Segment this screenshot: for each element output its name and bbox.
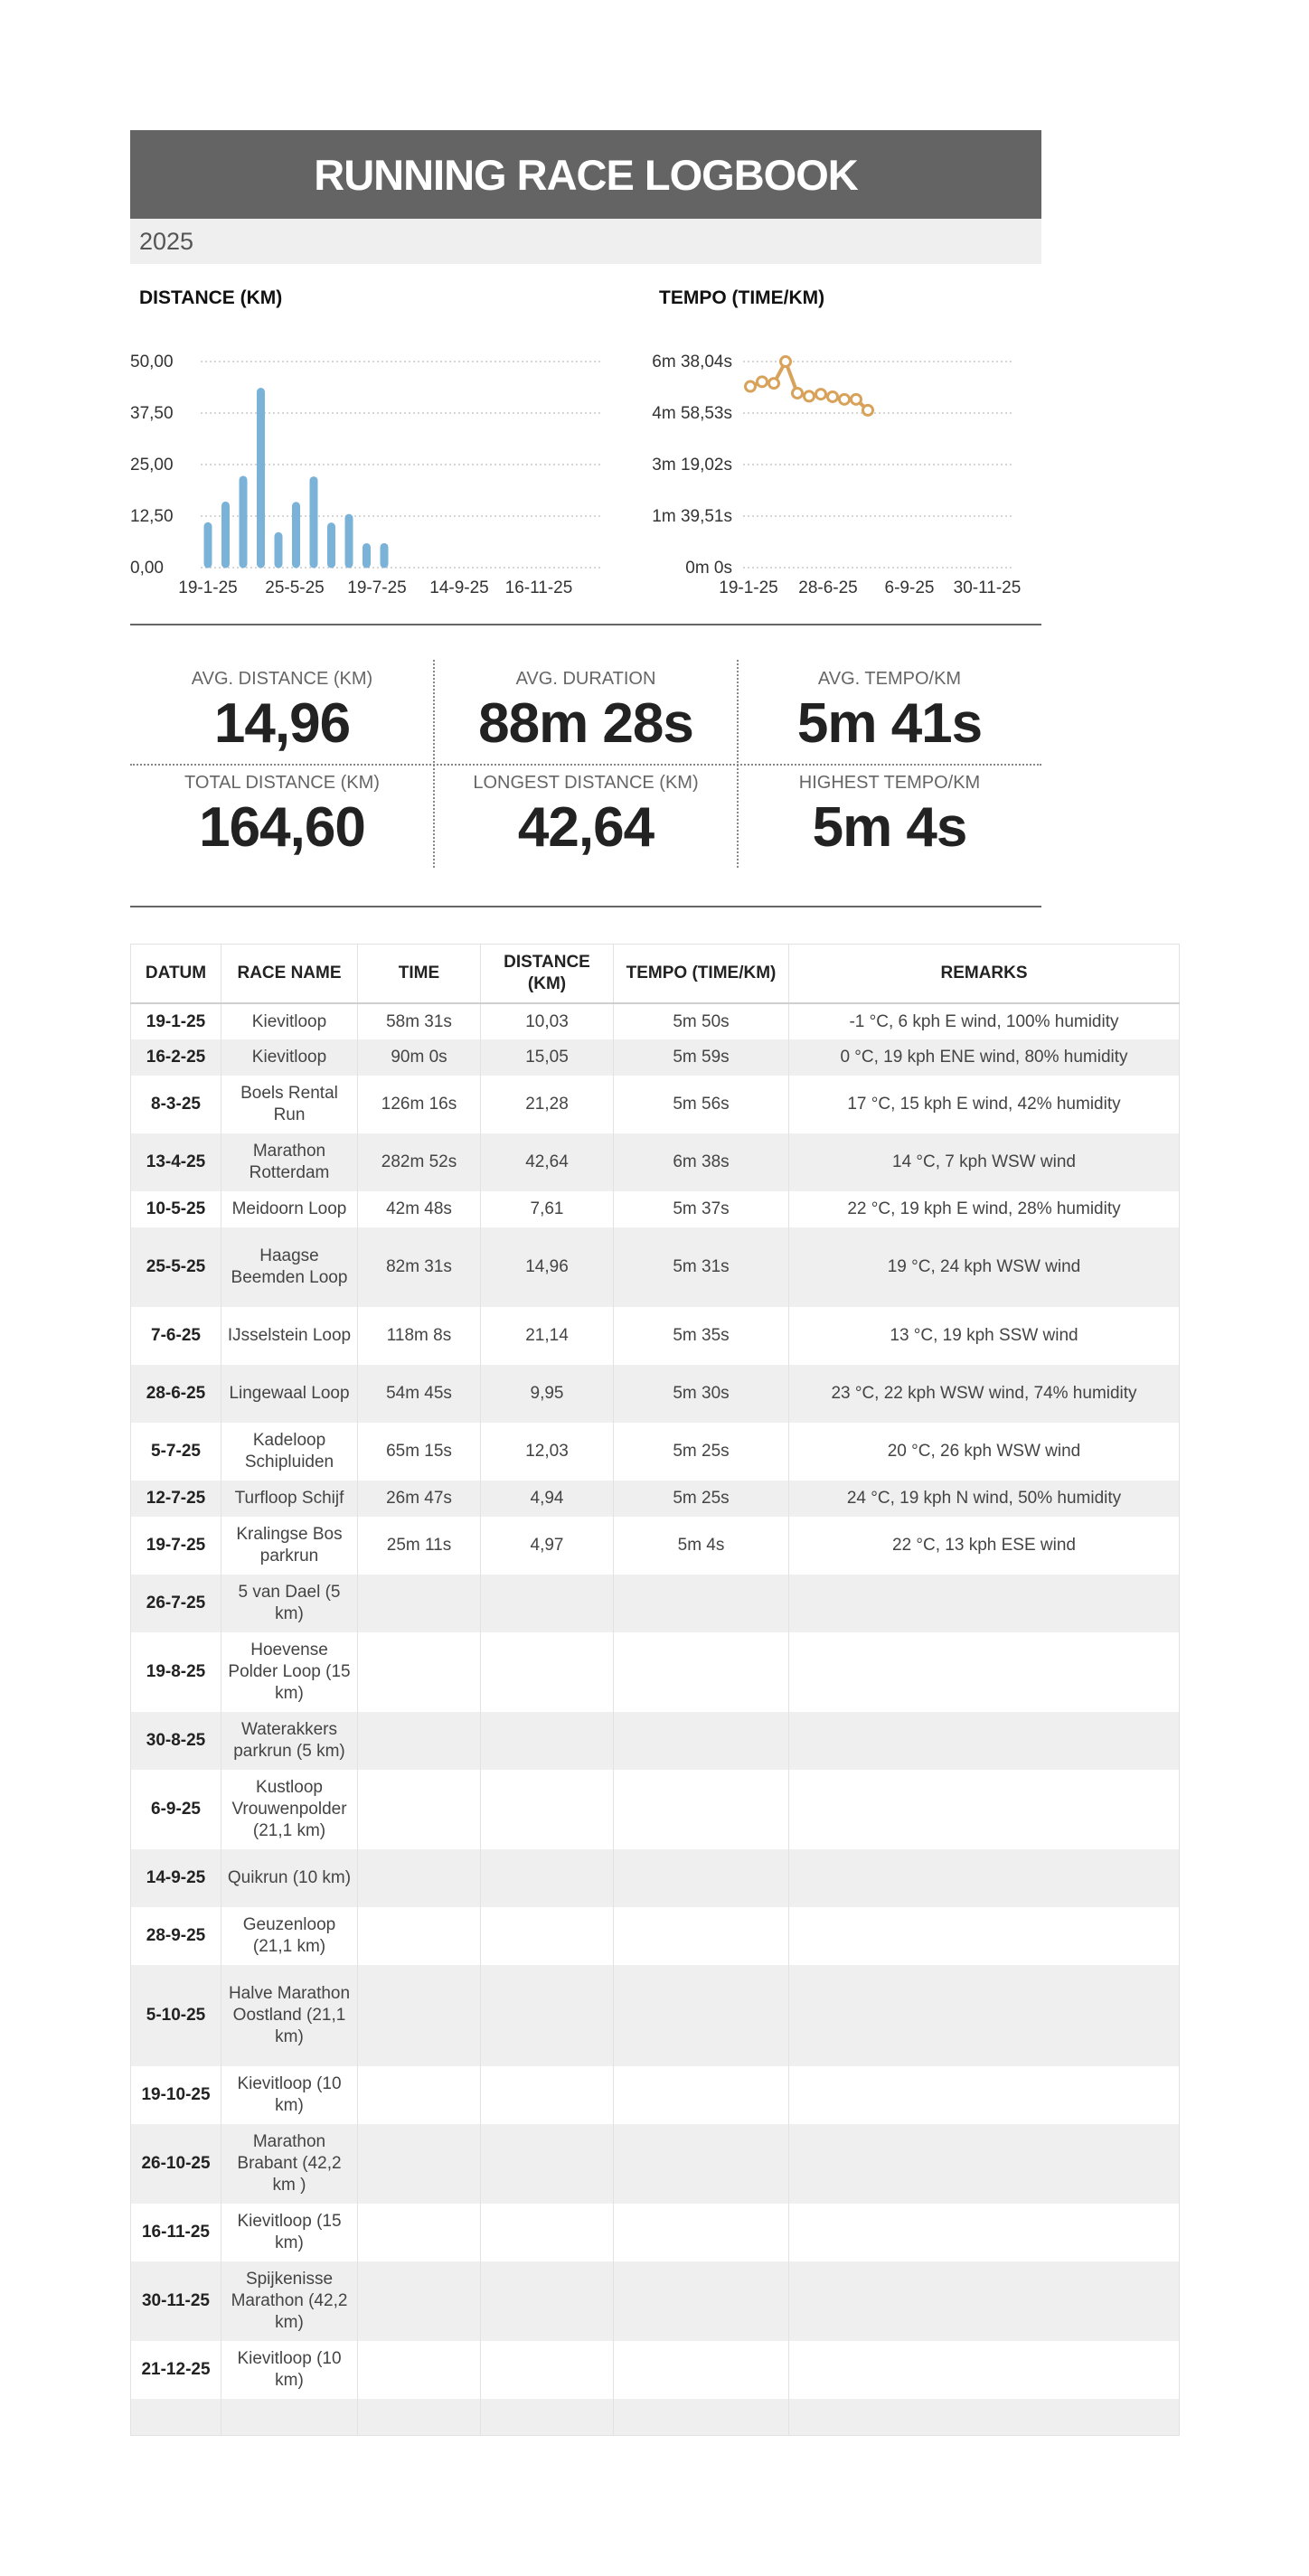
tempo-chart-title: TEMPO (TIME/KM) xyxy=(659,287,825,308)
table-cell: 26-10-25 xyxy=(131,2124,221,2204)
table-cell: 28-6-25 xyxy=(131,1365,221,1423)
table-cell: 9,95 xyxy=(481,1365,614,1423)
table-cell: 12-7-25 xyxy=(131,1481,221,1517)
tempo-point xyxy=(793,388,803,398)
table-cell: Lingewaal Loop xyxy=(221,1365,358,1423)
table-cell: 21,14 xyxy=(481,1307,614,1365)
table-cell xyxy=(614,2066,789,2124)
table-cell xyxy=(358,1632,481,1712)
stat-value: 5m 4s xyxy=(812,796,967,859)
table-cell: 5-7-25 xyxy=(131,1423,221,1481)
table-cell: 5 van Dael (5 km) xyxy=(221,1575,358,1632)
table-cell: 16-11-25 xyxy=(131,2204,221,2261)
table-cell xyxy=(131,2399,221,2435)
table-row xyxy=(131,1770,1180,1849)
tempo-point xyxy=(758,377,768,387)
table-cell: Haagse Beemden Loop xyxy=(221,1227,358,1307)
table-cell: 23 °C, 22 kph WSW wind, 74% humidity xyxy=(789,1365,1180,1423)
table-row xyxy=(131,1365,1180,1423)
y-tick-label: 12,50 xyxy=(130,507,174,526)
tempo-line xyxy=(750,362,868,410)
table-cell: Halve Marathon Oostland (21,1 km) xyxy=(221,1965,358,2066)
table-cell xyxy=(358,2204,481,2261)
table-cell: 30-8-25 xyxy=(131,1712,221,1770)
y-tick-label: 4m 58,53s xyxy=(652,404,732,423)
y-tick-label: 3m 19,02s xyxy=(652,456,732,475)
tempo-point xyxy=(852,394,862,404)
column-header: DATUM xyxy=(131,945,221,1004)
table-cell: Kievitloop (10 km) xyxy=(221,2066,358,2124)
stat-total-distance xyxy=(130,764,434,863)
table-cell: 42,64 xyxy=(481,1133,614,1191)
table-cell: 5m 56s xyxy=(614,1076,789,1133)
table-cell: 90m 0s xyxy=(358,1039,481,1076)
table-cell xyxy=(614,1770,789,1849)
table-cell: Marathon Rotterdam xyxy=(221,1133,358,1191)
table-cell xyxy=(789,2341,1180,2399)
table-cell: 26-7-25 xyxy=(131,1575,221,1632)
table-row xyxy=(131,1481,1180,1517)
table-row xyxy=(131,1307,1180,1365)
table-cell: 5m 35s xyxy=(614,1307,789,1365)
table-cell xyxy=(358,2124,481,2204)
table-cell: 10,03 xyxy=(481,1003,614,1039)
table-row xyxy=(131,2341,1180,2399)
tempo-point xyxy=(769,379,779,389)
table-row xyxy=(131,1712,1180,1770)
stat-value: 5m 41s xyxy=(796,692,983,755)
table-cell xyxy=(481,1907,614,1965)
table-cell xyxy=(358,1712,481,1770)
table-cell xyxy=(481,2399,614,2435)
column-header: TIME xyxy=(358,945,481,1004)
table-cell: 25m 11s xyxy=(358,1517,481,1575)
tempo-point xyxy=(828,391,838,401)
stat-value: 164,60 xyxy=(199,796,365,859)
stat-avg-distance xyxy=(130,660,434,759)
y-tick-label: 0,00 xyxy=(130,559,164,578)
table-row xyxy=(131,1423,1180,1481)
table-cell: Kievitloop xyxy=(221,1003,358,1039)
table-cell: 25-5-25 xyxy=(131,1227,221,1307)
table-row xyxy=(131,1133,1180,1191)
stat-value: 88m 28s xyxy=(478,692,693,755)
table-row xyxy=(131,1076,1180,1133)
year-label: 2025 xyxy=(139,228,194,255)
table-row xyxy=(131,2204,1180,2261)
stat-value: 14,96 xyxy=(213,692,351,755)
y-tick-label: 0m 0s xyxy=(685,559,732,578)
table-cell: 13-4-25 xyxy=(131,1133,221,1191)
table-cell: 5-10-25 xyxy=(131,1965,221,2066)
tempo-point xyxy=(781,357,791,367)
x-tick-label: 19-1-25 xyxy=(178,578,238,597)
table-cell xyxy=(481,2066,614,2124)
table-cell: 24 °C, 19 kph N wind, 50% humidity xyxy=(789,1481,1180,1517)
table-cell: 5m 31s xyxy=(614,1227,789,1307)
table-cell: 16-2-25 xyxy=(131,1039,221,1076)
table-cell: 28-9-25 xyxy=(131,1907,221,1965)
stat-label: HIGHEST TEMPO/KM xyxy=(798,773,981,793)
table-cell xyxy=(614,1849,789,1907)
year-bar xyxy=(130,219,1041,264)
table-cell: 19-1-25 xyxy=(131,1003,221,1039)
table-cell: 5m 25s xyxy=(614,1481,789,1517)
table-cell xyxy=(358,1770,481,1849)
divider-top xyxy=(130,624,1041,625)
tempo-point xyxy=(805,391,815,401)
table-cell: 6m 38s xyxy=(614,1133,789,1191)
stat-avg-tempo xyxy=(738,660,1041,759)
table-cell: 4,97 xyxy=(481,1517,614,1575)
table-cell xyxy=(358,2261,481,2341)
distance-chart xyxy=(130,334,609,597)
table-cell xyxy=(481,2341,614,2399)
table-cell: IJsselstein Loop xyxy=(221,1307,358,1365)
x-tick-label: 28-6-25 xyxy=(798,578,858,597)
table-row xyxy=(131,1849,1180,1907)
tempo-point xyxy=(746,381,756,391)
table-cell: 5m 59s xyxy=(614,1039,789,1076)
table-cell xyxy=(789,1712,1180,1770)
table-cell xyxy=(358,1849,481,1907)
table-cell: 8-3-25 xyxy=(131,1076,221,1133)
table-cell: 5m 25s xyxy=(614,1423,789,1481)
table-cell: Spijkenisse Marathon (42,2 km) xyxy=(221,2261,358,2341)
table-cell: Geuzenloop (21,1 km) xyxy=(221,1907,358,1965)
stat-highest-tempo xyxy=(738,764,1041,863)
y-tick-label: 6m 38,04s xyxy=(652,353,732,371)
x-tick-label: 6-9-25 xyxy=(884,578,935,597)
table-row xyxy=(131,1039,1180,1076)
table-cell: Marathon Brabant (42,2 km ) xyxy=(221,2124,358,2204)
table-cell: 19-10-25 xyxy=(131,2066,221,2124)
table-cell: 19-7-25 xyxy=(131,1517,221,1575)
table-row xyxy=(131,2399,1180,2435)
table-cell: 65m 15s xyxy=(358,1423,481,1481)
stat-label: TOTAL DISTANCE (KM) xyxy=(184,773,380,793)
table-cell xyxy=(481,1965,614,2066)
tempo-chart xyxy=(633,334,1049,597)
table-cell xyxy=(358,1965,481,2066)
stat-label: LONGEST DISTANCE (KM) xyxy=(473,773,699,793)
stat-value: 42,64 xyxy=(517,796,654,859)
table-cell xyxy=(481,1849,614,1907)
table-cell: 14,96 xyxy=(481,1227,614,1307)
table-cell: Turfloop Schijf xyxy=(221,1481,358,1517)
table-cell xyxy=(789,2204,1180,2261)
table-row xyxy=(131,1191,1180,1227)
table-cell: 15,05 xyxy=(481,1039,614,1076)
table-row xyxy=(131,1517,1180,1575)
table-cell: 22 °C, 13 kph ESE wind xyxy=(789,1517,1180,1575)
table-cell: 14-9-25 xyxy=(131,1849,221,1907)
table-row xyxy=(131,1227,1180,1307)
table-cell: 19 °C, 24 kph WSW wind xyxy=(789,1227,1180,1307)
table-cell: 14 °C, 7 kph WSW wind xyxy=(789,1133,1180,1191)
table-row xyxy=(131,1003,1180,1039)
table-cell: 58m 31s xyxy=(358,1003,481,1039)
table-cell xyxy=(614,1575,789,1632)
y-tick-label: 50,00 xyxy=(130,353,174,371)
table-cell xyxy=(789,1632,1180,1712)
summary-stats xyxy=(130,660,1041,868)
table-cell xyxy=(614,2204,789,2261)
table-cell: 21,28 xyxy=(481,1076,614,1133)
table-cell: 5m 37s xyxy=(614,1191,789,1227)
table-cell xyxy=(789,1965,1180,2066)
distance-chart-title: DISTANCE (KM) xyxy=(139,287,283,308)
table-cell xyxy=(358,2399,481,2435)
x-tick-label: 30-11-25 xyxy=(953,578,1022,597)
table-row xyxy=(131,2124,1180,2204)
table-cell xyxy=(358,1575,481,1632)
y-tick-label: 25,00 xyxy=(130,456,174,475)
table-cell xyxy=(481,1575,614,1632)
table-cell xyxy=(789,2066,1180,2124)
column-header: TEMPO (TIME/KM) xyxy=(614,945,789,1004)
table-cell xyxy=(614,2261,789,2341)
table-cell: 282m 52s xyxy=(358,1133,481,1191)
table-cell: 20 °C, 26 kph WSW wind xyxy=(789,1423,1180,1481)
x-tick-label: 19-1-25 xyxy=(719,578,778,597)
tempo-point xyxy=(840,394,850,404)
tempo-point xyxy=(863,405,873,415)
stat-avg-duration xyxy=(434,660,738,759)
table-cell: Hoevense Polder Loop (15 km) xyxy=(221,1632,358,1712)
table-cell: 10-5-25 xyxy=(131,1191,221,1227)
table-row xyxy=(131,1965,1180,2066)
table-cell: 7-6-25 xyxy=(131,1307,221,1365)
column-header: REMARKS xyxy=(789,945,1180,1004)
table-cell xyxy=(481,2261,614,2341)
table-cell: Kadeloop Schipluiden xyxy=(221,1423,358,1481)
table-cell: 22 °C, 19 kph E wind, 28% humidity xyxy=(789,1191,1180,1227)
table-cell xyxy=(789,1770,1180,1849)
table-cell xyxy=(614,2341,789,2399)
table-cell xyxy=(614,1907,789,1965)
table-cell xyxy=(358,2066,481,2124)
table-row xyxy=(131,1907,1180,1965)
table-cell: 12,03 xyxy=(481,1423,614,1481)
table-cell: 42m 48s xyxy=(358,1191,481,1227)
table-cell xyxy=(789,1907,1180,1965)
table-cell xyxy=(789,1849,1180,1907)
table-cell xyxy=(481,1632,614,1712)
table-row xyxy=(131,2261,1180,2341)
table-cell xyxy=(481,1770,614,1849)
table-cell xyxy=(614,1965,789,2066)
table-cell: Meidoorn Loop xyxy=(221,1191,358,1227)
table-cell xyxy=(481,2204,614,2261)
table-cell: 21-12-25 xyxy=(131,2341,221,2399)
page-title: RUNNING RACE LOGBOOK xyxy=(314,150,858,199)
table-cell: -1 °C, 6 kph E wind, 100% humidity xyxy=(789,1003,1180,1039)
table-cell: 4,94 xyxy=(481,1481,614,1517)
table-cell: Boels Rental Run xyxy=(221,1076,358,1133)
table-cell: Waterakkers parkrun (5 km) xyxy=(221,1712,358,1770)
x-tick-label: 16-11-25 xyxy=(504,578,573,597)
stat-label: AVG. DISTANCE (KM) xyxy=(191,669,373,689)
table-cell xyxy=(789,2124,1180,2204)
stat-label: AVG. DURATION xyxy=(515,669,656,689)
divider-bottom xyxy=(130,906,1041,907)
column-header: DISTANCE (KM) xyxy=(481,945,614,1004)
table-row xyxy=(131,2066,1180,2124)
column-header: RACE NAME xyxy=(221,945,358,1004)
table-cell: 118m 8s xyxy=(358,1307,481,1365)
page-header xyxy=(130,130,1041,219)
table-cell: 126m 16s xyxy=(358,1076,481,1133)
table-cell xyxy=(789,1575,1180,1632)
stat-longest-distance xyxy=(434,764,738,863)
table-cell: Kralingse Bos parkrun xyxy=(221,1517,358,1575)
table-cell: Kievitloop (15 km) xyxy=(221,2204,358,2261)
table-cell: 17 °C, 15 kph E wind, 42% humidity xyxy=(789,1076,1180,1133)
table-cell: 30-11-25 xyxy=(131,2261,221,2341)
table-cell xyxy=(358,2341,481,2399)
table-cell: 5m 4s xyxy=(614,1517,789,1575)
table-cell xyxy=(614,1632,789,1712)
table-cell: Kievitloop (10 km) xyxy=(221,2341,358,2399)
table-cell xyxy=(614,2124,789,2204)
table-cell: Quikrun (10 km) xyxy=(221,1849,358,1907)
table-cell: 5m 50s xyxy=(614,1003,789,1039)
table-cell: 13 °C, 19 kph SSW wind xyxy=(789,1307,1180,1365)
table-cell: Kievitloop xyxy=(221,1039,358,1076)
x-tick-label: 25-5-25 xyxy=(265,578,325,597)
table-header-row xyxy=(131,945,1180,1004)
table-cell: 82m 31s xyxy=(358,1227,481,1307)
stat-label: AVG. TEMPO/KM xyxy=(817,669,962,689)
table-cell xyxy=(358,1907,481,1965)
y-tick-label: 37,50 xyxy=(130,404,174,423)
y-tick-label: 1m 39,51s xyxy=(652,507,732,526)
table-cell: 7,61 xyxy=(481,1191,614,1227)
table-cell xyxy=(481,1712,614,1770)
table-cell xyxy=(614,1712,789,1770)
table-cell xyxy=(789,2261,1180,2341)
table-row xyxy=(131,1632,1180,1712)
table-cell: 5m 30s xyxy=(614,1365,789,1423)
table-row xyxy=(131,1575,1180,1632)
x-tick-label: 14-9-25 xyxy=(429,578,489,597)
table-cell: 26m 47s xyxy=(358,1481,481,1517)
tempo-point xyxy=(816,390,826,400)
table-cell: 0 °C, 19 kph ENE wind, 80% humidity xyxy=(789,1039,1180,1076)
table-cell: 6-9-25 xyxy=(131,1770,221,1849)
table-cell: 19-8-25 xyxy=(131,1632,221,1712)
table-cell: 54m 45s xyxy=(358,1365,481,1423)
table-cell: Kustloop Vrouwenpolder (21,1 km) xyxy=(221,1770,358,1849)
table-cell xyxy=(481,2124,614,2204)
table-cell xyxy=(789,2399,1180,2435)
race-table xyxy=(130,944,1180,2436)
table-cell xyxy=(221,2399,358,2435)
x-tick-label: 19-7-25 xyxy=(347,578,407,597)
table-cell xyxy=(614,2399,789,2435)
